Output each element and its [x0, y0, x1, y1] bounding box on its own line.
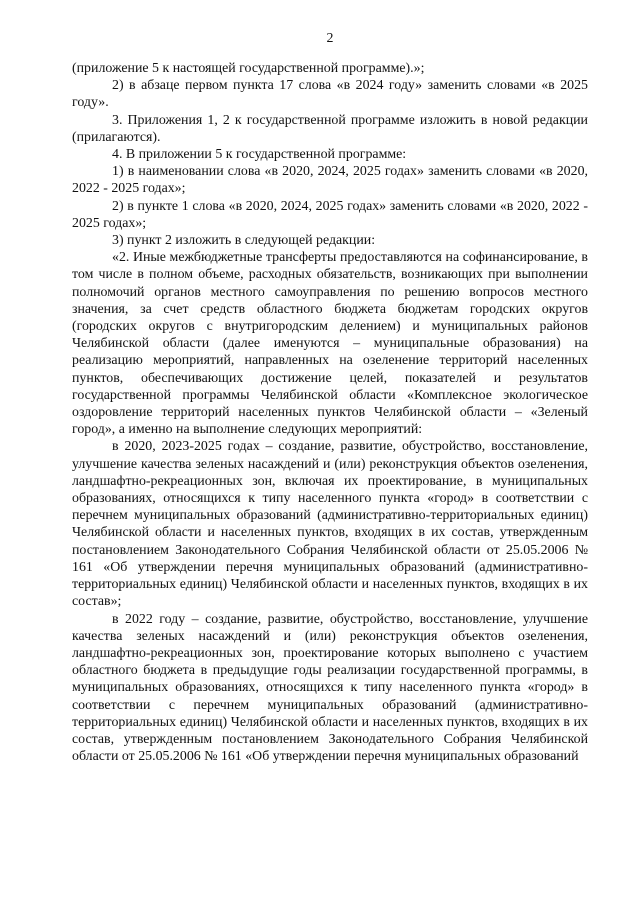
- page-number: 2: [326, 31, 334, 46]
- paragraph-subitem-2-point-1: 2) в пункте 1 слова «в 2020, 2024, 2025 годах» заменить словами «в 2020, 2022 - 2025 годах»;: [72, 198, 588, 231]
- paragraph-subitem-3-point-2: 3) пункт 2 изложить в следующей редакции:: [112, 233, 376, 249]
- paragraph-new-point-2: «2. Иные межбюджетные трансферты предоставляются на софинансирование, в том числе в полном объеме, расходных обязательств, возникающих при выполнении полномочий органов местного самоуправления по решению вопросов местного значения, за счет средств областного бюджета бюджетам городских округов (городских округов с внутригородским делением) и муниципальных районов Челябинской области (далее именуются – муниципальные образования) на реализацию мероприятий, направленных на озеленение территорий населенных пунктов, обеспечивающих достижение целей, показателей и результатов государственной программы Челябинской области «Комплексное экологическое оздоровление территорий населенных пунктов Челябинской области – «Зеленый город», а именно на выполнение следующих мероприятий:: [72, 250, 588, 438]
- paragraph-measures-2020-2025: в 2020, 2023-2025 годах – создание, развитие, обустройство, восстановление, улучшение качества зеленых насаждений и (или) реконструкция объектов озеленения, ландшафтно-рекреационных зон, включая их проектирование, в муниципальных образованиях, относящихся к типу населенного пункта «город» в соответствии с перечнем муниципальных образований (административно-территориальных единиц) Челябинской области и населенных пунктов, входящих в их состав, утвержденным постановлением Законодательного Собрания Челябинской области от 25.05.2006 № 161 «Об утверждении перечня муниципальных образований (административно-территориальных единиц) Челябинской области и населенных пунктов, входящих в их состав»;: [72, 439, 588, 610]
- paragraph-item-4-appendix-5: 4. В приложении 5 к государственной программе:: [112, 147, 407, 163]
- paragraph-continuation: (приложение 5 к настоящей государственной программе).»;: [72, 61, 425, 76]
- paragraph-item-3-appendices: 3. Приложения 1, 2 к государственной программе изложить в новой редакции (прилагаются).: [72, 112, 588, 145]
- paragraph-item-2-abzac: 2) в абзаце первом пункта 17 слова «в 2024 году» заменить словами «в 2025 году».: [72, 78, 588, 111]
- paragraph-measures-2022: в 2022 году – создание, развитие, обустройство, восстановление, улучшение качества зеленых насаждений и (или) реконструкция объектов озеленения, ландшафтно-рекреационных зон, проектирование которых выполнено с участием областного бюджета в предыдущие годы реализации государственной программы, в муниципальных образованиях, относящихся к типу населенного пункта «город» в соответствии с перечнем муниципальных образований (административно-территориальных единиц) Челябинской области и населенных пунктов, входящих в их состав, утвержденным постановлением Законодательного Собрания Челябинской области от 25.05.2006 № 161 «Об утверждении перечня муниципальных образований: [72, 611, 588, 765]
- document-page: [72, 30, 588, 765]
- paragraph-subitem-1-title: 1) в наименовании слова «в 2020, 2024, 2025 годах» заменить словами «в 2020, 2022 - 2025 годах»;: [72, 164, 588, 197]
